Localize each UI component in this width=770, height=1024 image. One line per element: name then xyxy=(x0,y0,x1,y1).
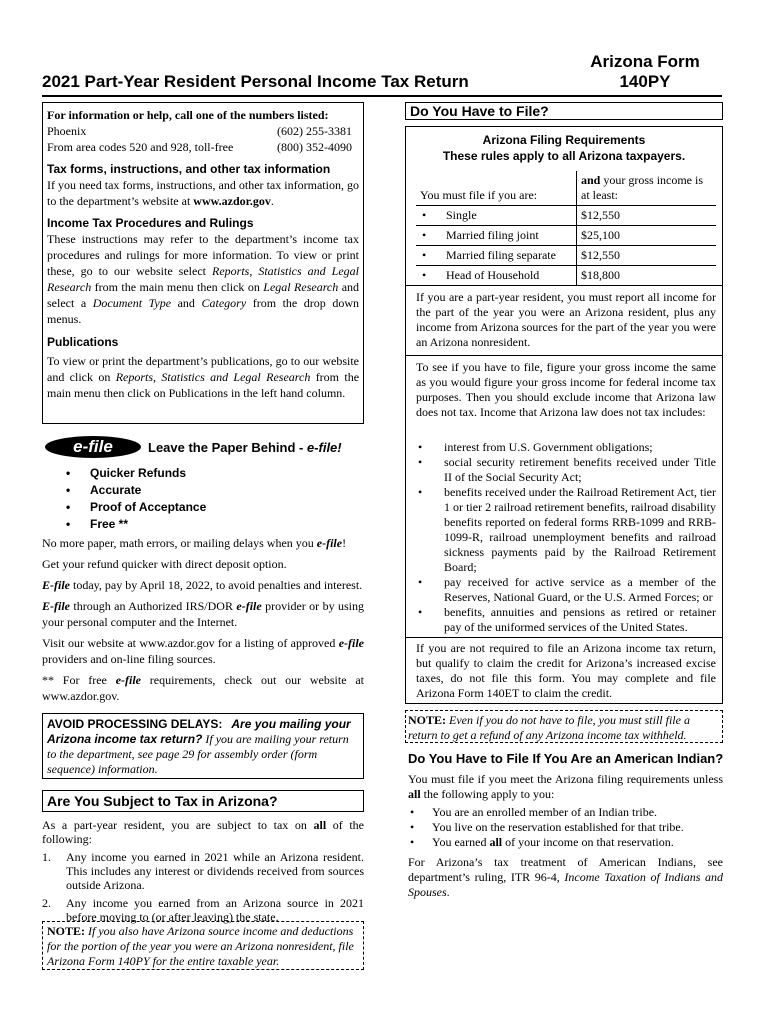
info-intro: For information or help, call one of the numbers listed: xyxy=(47,108,329,122)
procedures-text: These instructions may refer to the department’s income tax procedures and rulings for more information. To view or print these, go to our website select Reports, Statistics and Legal Research from the main menu then click on Legal Research and select a Document Type and Category from the drop down menus. xyxy=(47,232,360,326)
efile-text xyxy=(42,535,364,709)
list-item: • Quicker Refunds xyxy=(66,466,187,480)
table-header: and your gross income is at least: xyxy=(581,173,704,202)
file-note: NOTE: Even if you do not have to file, you must still file a return to get a refund of any Arizona income tax withheld. xyxy=(405,710,723,743)
form-name xyxy=(560,52,730,92)
table-header: You must file if you are: xyxy=(416,171,577,206)
list-item: • You live on the reservation established for that tribe. xyxy=(410,820,684,834)
forms-text: If you need tax forms, instructions, and other tax information, go to the department’s website at www.azdor.gov. xyxy=(47,178,359,208)
table-row: • Married filing joint $25,100 xyxy=(416,226,716,246)
subject-intro: As a part-year resident, you are subject to tax on all of the following: xyxy=(42,818,364,846)
list-item: 2. Any income you earned from an Arizona source in 2021 before moving to (or after leaving) the state. xyxy=(42,896,364,924)
list-item: • pay received for active service as a member of the Reserves, National Guard, or the U.S. Armed Forces; or xyxy=(418,575,716,604)
filing-requirements-box xyxy=(405,126,723,704)
info-box xyxy=(42,102,364,424)
website-link[interactable]: www.azdor.gov xyxy=(193,194,271,208)
list-item: • benefits, annuities and pensions as retired or retainer pay of the uniformed services of the United States. xyxy=(418,605,716,634)
phone-number: (602) 255-3381 xyxy=(277,124,352,138)
file-heading: Do You Have to File? xyxy=(405,102,723,120)
efile-paragraph: ** For free e-file requirements, check out our website at www.azdor.gov. xyxy=(42,673,364,703)
avoid-delays-box: AVOID PROCESSING DELAYS: Are you mailing your Arizona income tax return? If you are mailing your return to the department, see page 29 for assembly order (form sequence) information. xyxy=(42,713,364,779)
part-year-text: If you are a part-year resident, you must report all income for the part of the year you were an Arizona resident, plus any income from Arizona sources for the part of the year you were an Arizona nonresident. xyxy=(416,290,716,349)
subject-heading: Are You Subject to Tax in Arizona? xyxy=(42,790,364,812)
document-title: 2021 Part-Year Resident Personal Income Tax Return xyxy=(42,72,469,91)
phone-number: (800) 352-4090 xyxy=(277,140,352,154)
efile-paragraph: Visit our website at www.azdor.gov for a listing of approved e-file providers and on-line filing sources. xyxy=(42,636,364,666)
indian-ruling: For Arizona’s tax treatment of American Indians, see department’s ruling, ITR 96-4, Income Taxation of Indians and Spouses. xyxy=(408,855,723,899)
divider xyxy=(406,285,722,286)
efile-paragraph: E-file through an Authorized IRS/DOR e-file provider or by using your personal computer and the Internet. xyxy=(42,599,365,629)
list-item: • Proof of Acceptance xyxy=(66,500,207,514)
phone-label: Phoenix xyxy=(47,124,87,138)
divider xyxy=(406,355,722,356)
table-row xyxy=(416,171,716,206)
table-row: • Single $12,550 xyxy=(416,206,716,226)
list-item: • Free ** xyxy=(66,517,129,531)
header-rule xyxy=(42,95,722,97)
indian-heading: Do You Have to File If You Are an American Indian? xyxy=(408,751,724,766)
list-item: • social security retirement benefits received under Title II of the Social Security Act; xyxy=(418,455,716,484)
requirements-heading: Arizona Filing Requirements These rules apply to all Arizona taxpayers. xyxy=(442,133,686,163)
efile-tagline: Leave the Paper Behind - e-file! xyxy=(148,440,342,455)
excise-text: If you are not required to file an Arizona income tax return, but qualify to claim the credit for Arizona’s increased excise taxes, do not file this form. You may complete and file Arizona Form 140ET to claim the credit. xyxy=(416,641,716,700)
phone-label: From area codes 520 and 928, toll-free xyxy=(47,140,234,154)
list-item: • You are an enrolled member of an Indian tribe. xyxy=(410,805,658,819)
list-item: • You earned all of your income on that reservation. xyxy=(410,835,674,849)
efile-bullets xyxy=(66,465,206,533)
gross-income-text: To see if you have to file, figure your gross income the same as you would figure your gross income for federal income tax purposes. Then you should exclude income that Arizona law does not tax. Income that Arizona law does not tax includes: xyxy=(416,360,716,419)
list-item: 1. Any income you earned in 2021 while an Arizona resident. This includes any interest or dividends received from sources outside Arizona. xyxy=(42,850,364,892)
efile-paragraph: E-file today, pay by April 18, 2022, to avoid penalties and interest. xyxy=(42,578,363,592)
procedures-heading: Income Tax Procedures and Rulings xyxy=(47,216,254,230)
form-name-line1: Arizona Form xyxy=(590,52,700,71)
requirements-table xyxy=(416,171,716,285)
efile-paragraph: No more paper, math errors, or mailing delays when you e-file! xyxy=(42,536,347,550)
exclusion-list xyxy=(416,440,716,635)
subject-note: NOTE: If you also have Arizona source income and deductions for the portion of the year you were an Arizona nonresident, file Arizona Form 140PY for the entire taxable year. xyxy=(42,921,364,970)
indian-intro: You must file if you meet the Arizona filing requirements unless all the following apply to you: xyxy=(408,772,723,801)
efile-logo: e-file xyxy=(45,436,141,458)
publications-heading: Publications xyxy=(47,335,119,349)
subject-text xyxy=(42,818,364,924)
form-name-line2: 140PY xyxy=(619,72,671,91)
list-item: • interest from U.S. Government obligations; xyxy=(418,440,653,454)
forms-heading: Tax forms, instructions, and other tax information xyxy=(47,162,331,176)
efile-paragraph: Get your refund quicker with direct deposit option. xyxy=(42,557,287,571)
list-item: • Accurate xyxy=(66,483,142,497)
table-row: • Head of Household $18,800 xyxy=(416,266,716,286)
phone-row xyxy=(47,139,359,155)
divider xyxy=(406,637,722,638)
phone-row xyxy=(47,123,359,139)
publications-text: To view or print the department’s publications, go to our website and click on Reports, Statistics and Legal Research from the main menu then click on Publications in the left hand column. xyxy=(47,354,360,400)
list-item: • benefits received under the Railroad Retirement Act, tier 1 or tier 2 railroad retirement benefits, railroad disability benefits reported on federal forms RRB-1099 and RRB-1099-R, railroad unemployment benefits and railroad sickness payments paid by the Railroad Retirement Board; xyxy=(418,485,716,574)
indian-text xyxy=(408,772,723,900)
table-row: • Married filing separate $12,550 xyxy=(416,246,716,266)
